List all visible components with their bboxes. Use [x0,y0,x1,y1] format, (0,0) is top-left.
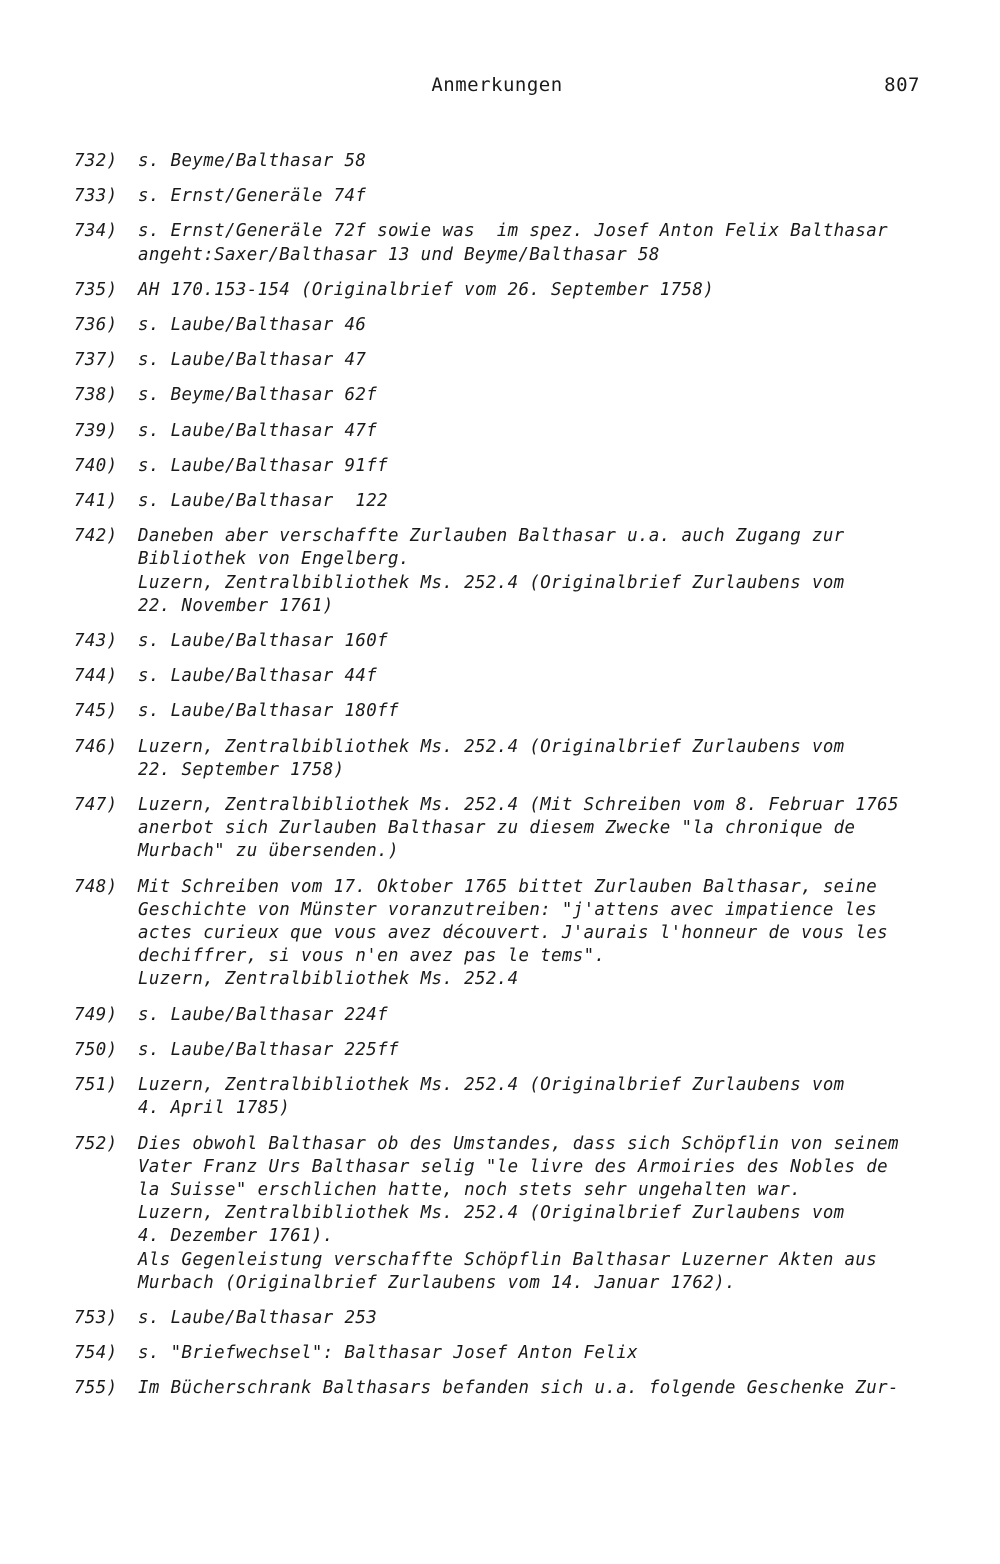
endnote-text [138,279,934,302]
endnote-number: 746) [74,736,118,757]
endnote-line: s. Laube/Balthasar 122 [138,491,389,512]
endnote-line: Dies obwohl Balthasar ob des Umstandes, dass sich Schöpflin von seinem [138,1133,899,1154]
endnote-line: Vater Franz Urs Balthasar selig "le livre des Armoiries des Nobles de [138,1156,889,1177]
endnote-entry [74,1342,934,1365]
endnote-text [138,1004,934,1027]
endnote-line: la Suisse" erschlichen hatte, noch stets sehr ungehalten war. [138,1179,802,1200]
endnote-entry [74,630,934,653]
endnote-line: s. Laube/Balthasar 225ff [138,1039,399,1060]
endnote-number: 748) [74,876,118,897]
endnote-entry [74,1074,934,1120]
endnotes-list [74,150,934,1413]
endnote-number: 741) [74,491,118,512]
endnote-entry [74,1004,934,1027]
endnote-line: AH 170.153-154 (Originalbrief vom 26. September 1758) [138,279,715,300]
endnote-line: dechiffrer, si vous n'en avez pas le tems". [138,946,606,967]
endnote-line: s. Laube/Balthasar 47f [138,420,378,441]
endnote-text [138,349,934,372]
endnote-entry [74,1039,934,1062]
endnote-line: s. Laube/Balthasar 224f [138,1004,389,1025]
endnote-entry [74,279,934,302]
endnote-line: s. Ernst/Generäle 74f [138,186,367,207]
endnote-line: 22. September 1758) [138,759,345,780]
endnote-number: 735) [74,279,118,300]
endnote-entry [74,349,934,372]
endnote-entry [74,420,934,443]
endnote-line: 4. Dezember 1761). [138,1226,334,1247]
endnote-entry [74,185,934,208]
endnote-number: 747) [74,795,118,816]
endnote-entry [74,876,934,992]
endnote-line: s. Ernst/Generäle 72f sowie was im spez. Josef Anton Felix Balthasar [138,221,889,242]
endnote-number: 734) [74,221,118,242]
endnote-entry [74,150,934,173]
endnote-entry [74,525,934,618]
endnote-text [138,1074,934,1120]
endnote-number: 744) [74,666,118,687]
endnote-number: 751) [74,1075,118,1096]
endnote-line: s. Laube/Balthasar 44f [138,666,378,687]
endnote-line: 4. April 1785) [138,1098,291,1119]
endnote-text [138,150,934,173]
endnote-line: Bibliothek von Engelberg. [138,549,410,570]
endnote-number: 752) [74,1133,118,1154]
endnote-entry [74,314,934,337]
endnote-entry [74,220,934,266]
endnote-line: s. Beyme/Balthasar 58 [138,151,367,171]
endnote-text [138,665,934,688]
endnote-line: Luzern, Zentralbibliothek Ms. 252.4 (Originalbrief Zurlaubens vom [138,572,845,593]
endnote-number: 749) [74,1004,118,1025]
endnote-text [138,630,934,653]
endnote-number: 740) [74,455,118,476]
endnote-number: 737) [74,350,118,371]
endnote-entry [74,490,934,513]
endnote-line: 22. November 1761) [138,595,334,616]
endnote-entry [74,736,934,782]
endnote-line: Murbach (Originalbrief Zurlaubens vom 14. Januar 1762). [138,1272,736,1293]
endnote-line: Im Bücherschrank Balthasars befanden sich u.a. folgende Geschenke Zur- [138,1378,899,1399]
endnote-line: s. Beyme/Balthasar 62f [138,385,378,406]
endnote-line: s. Laube/Balthasar 160f [138,631,389,652]
endnote-line: s. Laube/Balthasar 253 [138,1307,378,1328]
endnote-line: angeht:Saxer/Balthasar 13 und Beyme/Balthasar 58 [138,244,660,265]
endnote-text [138,700,934,723]
endnote-entry [74,1377,934,1400]
endnote-line: Mit Schreiben vom 17. Oktober 1765 bittet Zurlauben Balthasar, seine [138,876,878,897]
endnote-text [138,736,934,782]
endnote-number: 750) [74,1039,118,1060]
endnote-text [138,185,934,208]
endnote-text [138,420,934,443]
endnote-text [138,1039,934,1062]
endnote-entry [74,384,934,407]
page-header [74,74,920,102]
endnote-text [138,490,934,513]
endnote-line: Luzern, Zentralbibliothek Ms. 252.4 [138,969,519,990]
endnote-number: 733) [74,186,118,207]
endnote-entry [74,700,934,723]
endnote-line: s. "Briefwechsel": Balthasar Josef Anton Felix [138,1343,639,1364]
endnote-line: s. Laube/Balthasar 46 [138,315,367,336]
endnote-line: s. Laube/Balthasar 180ff [138,701,399,722]
endnote-line: Als Gegenleistung verschaffte Schöpflin Balthasar Luzerner Akten aus [138,1249,878,1270]
endnote-line: actes curieux que vous avez découvert. J'aurais l'honneur de vous les [138,923,889,944]
endnote-text [138,220,934,266]
endnote-text [138,794,934,864]
endnote-number: 739) [74,420,118,441]
endnote-number: 738) [74,385,118,406]
endnote-number: 754) [74,1343,118,1364]
endnote-number: 753) [74,1307,118,1328]
endnote-number: 745) [74,701,118,722]
endnote-line: Luzern, Zentralbibliothek Ms. 252.4 (Originalbrief Zurlaubens vom [138,736,845,757]
endnote-text [138,1342,934,1365]
endnote-line: Luzern, Zentralbibliothek Ms. 252.4 (Originalbrief Zurlaubens vom [138,1203,845,1224]
endnote-line: s. Laube/Balthasar 47 [138,350,367,371]
endnote-text [138,384,934,407]
running-title: Anmerkungen [431,74,563,96]
endnote-entry [74,1307,934,1330]
endnote-number: 732) [74,151,118,171]
endnote-text [138,1377,934,1400]
endnote-entry [74,1133,934,1295]
endnote-text [138,1307,934,1330]
endnote-line: Luzern, Zentralbibliothek Ms. 252.4 (Mit Schreiben vom 8. Februar 1765 [138,795,899,816]
endnote-entry [74,794,934,864]
endnote-number: 736) [74,315,118,336]
endnote-line: Geschichte von Münster voranzutreiben: "j'attens avec impatience les [138,899,878,920]
endnote-text [138,314,934,337]
endnote-line: Murbach" zu übersenden.) [138,841,399,862]
endnote-number: 743) [74,631,118,652]
endnote-line: anerbot sich Zurlauben Balthasar zu diesem Zwecke "la chronique de [138,818,856,839]
endnote-entry [74,455,934,478]
page-number: 807 [884,74,920,96]
endnote-text [138,876,934,992]
endnote-entry [74,665,934,688]
endnote-text [138,455,934,478]
endnote-line: Daneben aber verschaffte Zurlauben Balthasar u.a. auch Zugang zur [138,526,845,547]
endnote-text [138,525,934,618]
endnote-line: Luzern, Zentralbibliothek Ms. 252.4 (Originalbrief Zurlaubens vom [138,1075,845,1096]
endnote-number: 742) [74,526,118,547]
endnote-line: s. Laube/Balthasar 91ff [138,455,389,476]
endnote-number: 755) [74,1378,118,1399]
endnote-text [138,1133,934,1295]
